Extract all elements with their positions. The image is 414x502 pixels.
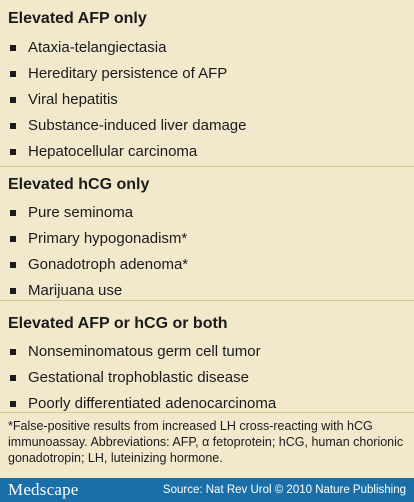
list-item-text: Marijuana use [28, 282, 123, 299]
list-item-text: Gonadotroph adenoma* [28, 256, 189, 273]
medscape-logo[interactable]: Medscape [8, 480, 79, 499]
section-heading: Elevated hCG only [8, 176, 150, 193]
footnote: *False-positive results from increased LH cross-reacting with hCG immunoassay. Abbreviations: AFP, α fetoprotein; hCG, human chorionic gonadotropin; LH, luteinizing hormone. [8, 419, 404, 465]
list-item-text: Gestational trophoblastic disease [28, 369, 249, 386]
list-item [8, 35, 404, 61]
section-heading: Elevated AFP or hCG or both [8, 315, 228, 332]
section-divider [0, 300, 414, 301]
square-bullet-icon [10, 45, 16, 51]
section-divider [0, 166, 414, 167]
list-item-text: Hepatocellular carcinoma [28, 143, 198, 160]
section-elevated-afp [8, 8, 404, 165]
source-credit: Source: Nat Rev Urol © 2010 Nature Publishing [162, 484, 406, 496]
item-list [8, 339, 404, 417]
list-item [8, 365, 404, 391]
list-item-text: Ataxia-telangiectasia [28, 39, 167, 56]
square-bullet-icon [10, 123, 16, 129]
list-item-text: Viral hepatitis [28, 91, 118, 108]
square-bullet-icon [10, 375, 16, 381]
footnote-divider [0, 412, 414, 413]
section-elevated-afp-or-hcg [8, 313, 404, 417]
list-item [8, 226, 404, 252]
item-list [8, 200, 404, 304]
list-item [8, 87, 404, 113]
section-elevated-hcg [8, 174, 404, 304]
square-bullet-icon [10, 236, 16, 242]
footer-bar [0, 478, 414, 502]
list-item-text: Poorly differentiated adenocarcinoma [28, 395, 277, 412]
list-item-text: Hereditary persistence of AFP [28, 65, 228, 82]
list-item [8, 339, 404, 365]
list-item-text: Substance-induced liver damage [28, 117, 247, 134]
item-list [8, 35, 404, 165]
square-bullet-icon [10, 262, 16, 268]
square-bullet-icon [10, 401, 16, 407]
square-bullet-icon [10, 149, 16, 155]
list-item-text: Pure seminoma [28, 204, 134, 221]
square-bullet-icon [10, 349, 16, 355]
list-item [8, 139, 404, 165]
list-item [8, 113, 404, 139]
square-bullet-icon [10, 288, 16, 294]
square-bullet-icon [10, 210, 16, 216]
list-item-text: Primary hypogonadism* [28, 230, 188, 247]
section-heading: Elevated AFP only [8, 10, 147, 27]
list-item [8, 61, 404, 87]
list-item [8, 391, 404, 417]
list-item [8, 200, 404, 226]
square-bullet-icon [10, 97, 16, 103]
list-item-text: Nonseminomatous germ cell tumor [28, 343, 261, 360]
list-item [8, 252, 404, 278]
square-bullet-icon [10, 71, 16, 77]
